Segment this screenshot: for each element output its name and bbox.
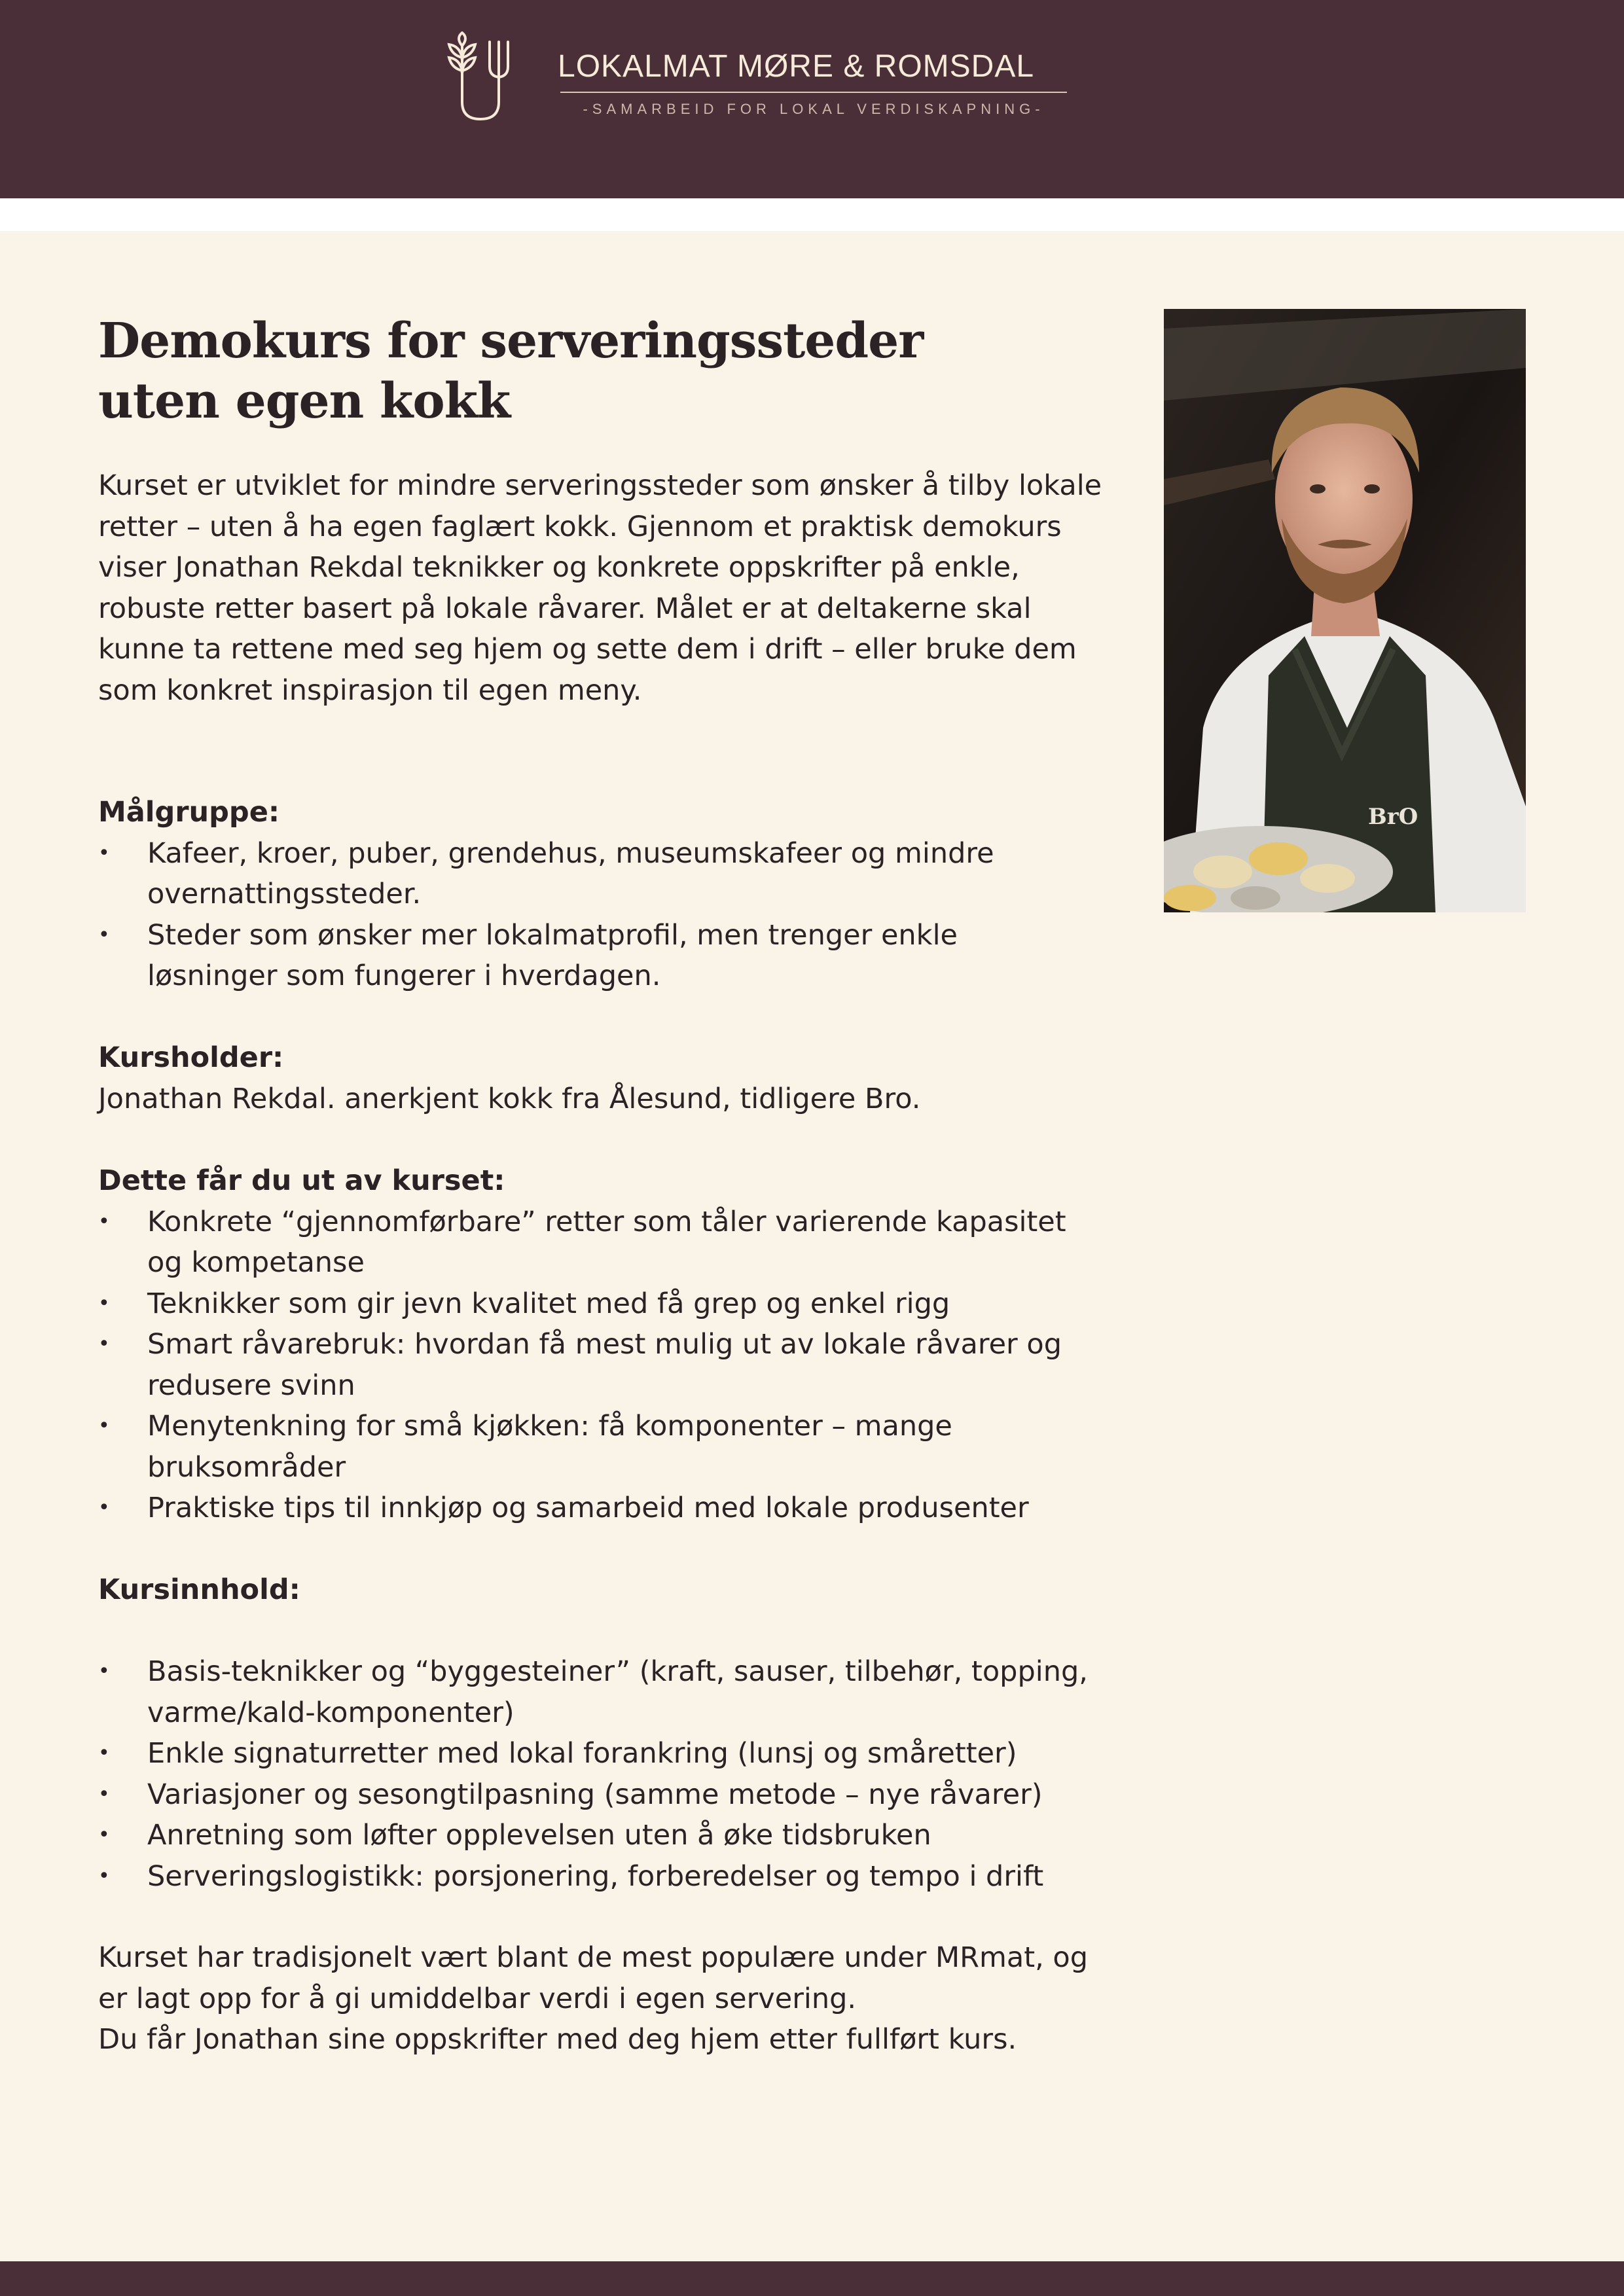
title-line-2: uten egen kokk <box>98 373 511 429</box>
kursinnhold-section <box>98 1570 1172 1897</box>
list-item-text: varme/kald-komponenter) <box>147 1696 514 1729</box>
utbytte-heading: Dette får du ut av kurset: <box>98 1164 505 1197</box>
utbytte-section <box>98 1160 1172 1529</box>
page-title <box>98 311 924 431</box>
malgruppe-heading: Målgruppe: <box>98 796 280 829</box>
list-item <box>98 1733 1172 1774</box>
leaf-and-fork-icon <box>442 31 526 126</box>
list-item-text: • Kafeer, kroer, puber, grendehus, museumskafeer og mindre <box>147 836 994 870</box>
kursinnhold-heading: Kursinnhold: <box>98 1573 300 1606</box>
closing-line: er lagt opp for å gi umiddelbar verdi i egen servering. <box>98 1982 857 2015</box>
list-item <box>98 833 1172 915</box>
list-item <box>98 915 1172 997</box>
list-item <box>98 1406 1172 1488</box>
intro-line: som konkret inspirasjon til egen meny. <box>98 673 642 707</box>
intro-paragraph <box>98 465 1172 711</box>
intro-line: robuste retter basert på lokale råvarer. Målet er at deltakerne skal <box>98 592 1032 625</box>
spacer <box>98 1611 1172 1652</box>
list-item-text: overnattingssteder. <box>147 878 422 910</box>
apron-logo: BrO <box>1368 804 1418 830</box>
list-item-text: • Smart råvarebruk: hvordan få mest mulig ut av lokale råvarer og <box>147 1328 1062 1361</box>
list-item-text: • Variasjoner og sesongtilpasning (samme metode – nye råvarer) <box>147 1778 1043 1811</box>
list-item-text: • Anretning som løfter opplevelsen uten å øke tidsbruken <box>147 1819 931 1852</box>
list-item <box>98 1283 1172 1325</box>
intro-line: retter – uten å ha egen faglært kokk. Gjennom et praktisk demokurs <box>98 510 1062 543</box>
list-item <box>98 1324 1172 1406</box>
closing-paragraph <box>98 1937 1172 2060</box>
closing-line: Kurset har tradisjonelt vært blant de mest populære under MRmat, og <box>98 1941 1089 1974</box>
brand-divider <box>560 92 1067 93</box>
kursholder-section <box>98 1037 1172 1119</box>
list-item-text: • Serveringslogistikk: porsjonering, forberedelser og tempo i drift <box>147 1859 1044 1893</box>
closing-line: Du får Jonathan sine oppskrifter med deg hjem etter fullført kurs. <box>98 2023 1017 2056</box>
title-line-1: Demokurs for serveringssteder <box>98 313 924 369</box>
list-item <box>98 1856 1172 1897</box>
list-item-text: • Konkrete “gjennomførbare” retter som tåler varierende kapasitet <box>147 1205 1066 1238</box>
footer-bar <box>0 2261 1624 2296</box>
list-item-text: • Basis-teknikker og “byggesteiner” (kraft, sauser, tilbehør, topping, <box>147 1655 1088 1688</box>
list-item <box>98 1651 1172 1733</box>
list-item-text: • Enkle signaturretter med lokal forankring (lunsj og småretter) <box>147 1737 1017 1770</box>
malgruppe-section <box>98 792 1172 997</box>
list-item <box>98 1774 1172 1816</box>
intro-line: kunne ta rettene med seg hjem og sette dem i drift – eller bruke dem <box>98 633 1077 666</box>
header-banner <box>0 0 1624 198</box>
chef-photo <box>1164 309 1526 912</box>
chef-illustration <box>1164 309 1526 912</box>
kursholder-heading: Kursholder: <box>98 1041 284 1074</box>
list-item-text: • Teknikker som gir jevn kvalitet med få grep og enkel rigg <box>147 1287 950 1320</box>
brand-tagline: -SAMARBEID FOR LOKAL VERDISKAPNING- <box>583 101 1045 117</box>
list-item-text: redusere svinn <box>147 1369 355 1402</box>
intro-line: viser Jonathan Rekdal teknikker og konkrete oppskrifter på enkle, <box>98 551 1020 584</box>
list-item <box>98 1202 1172 1283</box>
list-item-text: • Steder som ønsker mer lokalmatprofil, men trenger enkle <box>147 918 958 952</box>
list-item-text: bruksområder <box>147 1450 346 1484</box>
list-item-text: og kompetanse <box>147 1246 365 1279</box>
intro-line: Kurset er utviklet for mindre serveringssteder som ønsker å tilby lokale <box>98 469 1102 502</box>
list-item <box>98 1815 1172 1856</box>
list-item-text: • Praktiske tips til innkjøp og samarbeid med lokale produsenter <box>147 1492 1029 1524</box>
list-item <box>98 1488 1172 1529</box>
kursholder-text: Jonathan Rekdal. anerkjent kokk fra Ålesund, tidligere Bro. <box>98 1082 921 1115</box>
list-item-text: løsninger som fungerer i hverdagen. <box>147 960 661 992</box>
brand-name: LOKALMAT MØRE & ROMSDAL <box>558 49 1035 84</box>
list-item-text: • Menytenkning for små kjøkken: få komponenter – mange <box>147 1410 952 1443</box>
